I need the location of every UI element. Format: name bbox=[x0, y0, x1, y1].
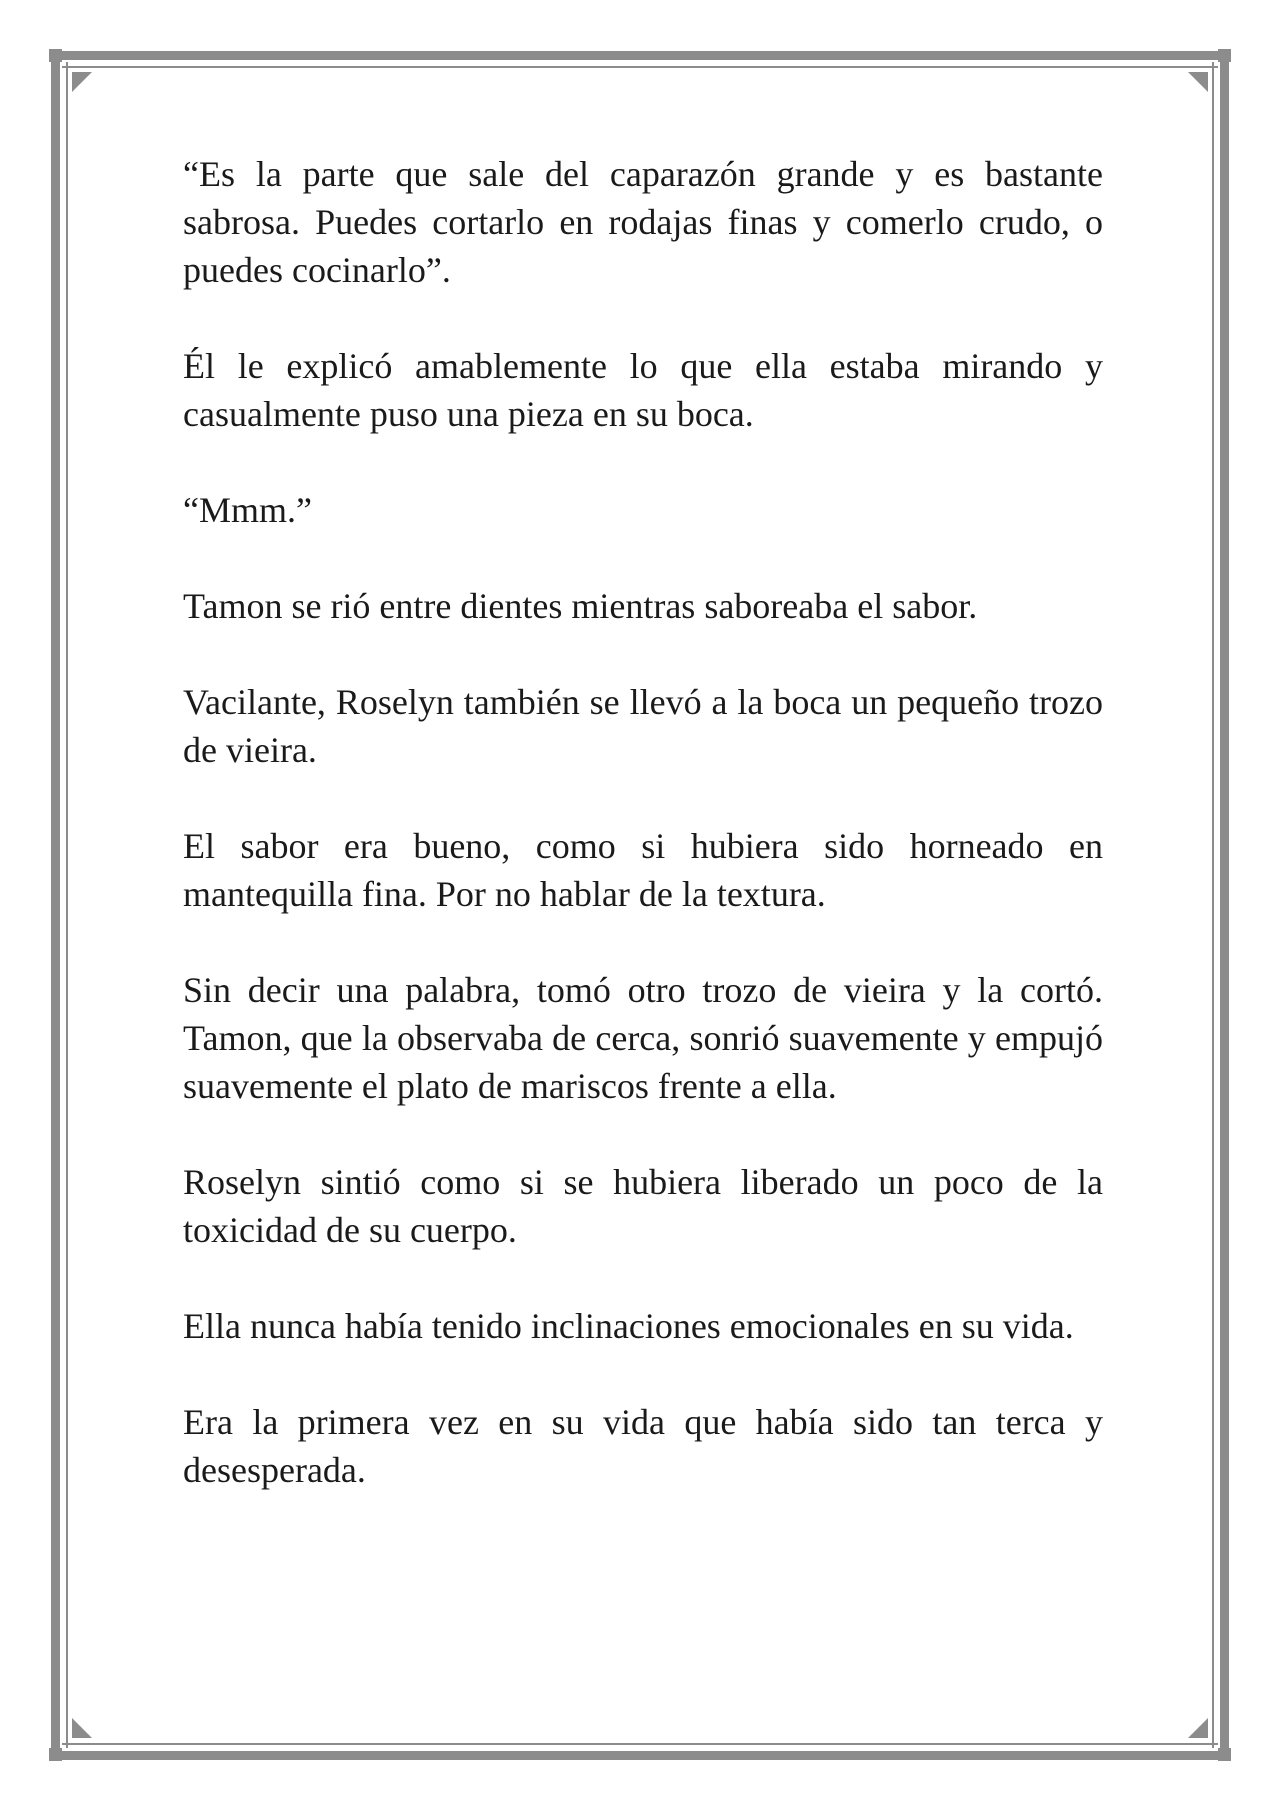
paragraph: Sin decir una palabra, tomó otro trozo de vieira y la cortó. Tamon, que la observaba de cerca, sonrió suavemente y empujó suavemente el plato de mariscos frente a ella. bbox=[183, 970, 1103, 1106]
paragraph: Roselyn sintió como si se hubiera liberado un poco de la toxicidad de su cuerpo. bbox=[183, 1162, 1103, 1250]
page-body-text bbox=[183, 150, 1103, 1542]
paragraph: “Es la parte que sale del caparazón grande y es bastante sabrosa. Puedes cortarlo en rodajas finas y comerlo crudo, o puedes cocinarlo”. bbox=[183, 154, 1103, 290]
paragraph: El sabor era bueno, como si hubiera sido horneado en mantequilla fina. Por no hablar de la textura. bbox=[183, 826, 1103, 914]
paragraph: “Mmm.” bbox=[183, 490, 312, 530]
paragraph: Tamon se rió entre dientes mientras saboreaba el sabor. bbox=[183, 586, 978, 626]
paragraph: Vacilante, Roselyn también se llevó a la boca un pequeño trozo de vieira. bbox=[183, 682, 1103, 770]
paragraph: Ella nunca había tenido inclinaciones emocionales en su vida. bbox=[183, 1306, 1074, 1346]
paragraph: Él le explicó amablemente lo que ella estaba mirando y casualmente puso una pieza en su boca. bbox=[183, 346, 1103, 434]
paragraph: Era la primera vez en su vida que había sido tan terca y desesperada. bbox=[183, 1402, 1103, 1490]
